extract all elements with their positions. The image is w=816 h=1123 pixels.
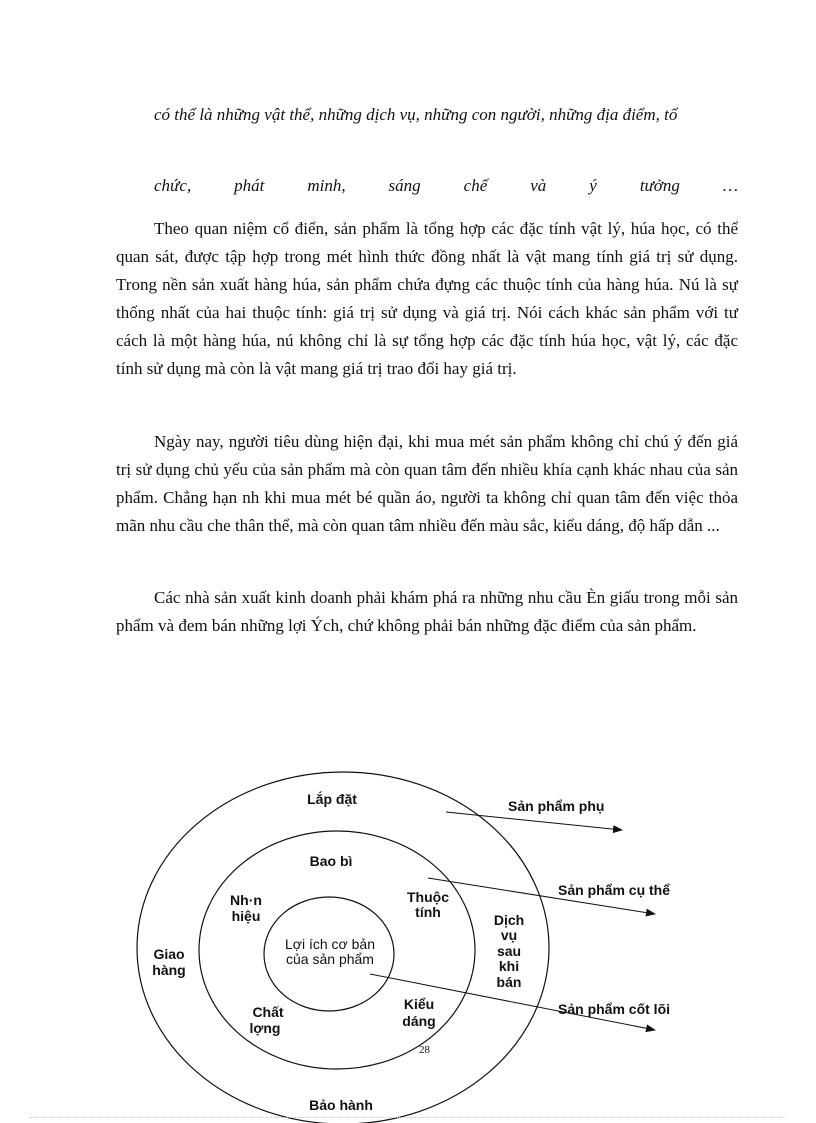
label-style-1: Kiểu bbox=[403, 996, 435, 1012]
paragraph-2: Theo quan niệm cổ điển, sản phẩm là tổng hợp các đặc tính vật lý, húa học, có thể quan sát, được tập hợp trong mét hình thức đồng nhất là vật mang tính giá trị sử dụng. Trong nền sản xuất hàng húa, sản phẩm chứa đựng các thuộc tính của hàng húa. Nú là sự thống nhất của hai thuộc tính: giá trị sử dụng và giá trị. Nói cách khác sản phẩm với tư cách là một hàng húa, nú không chỉ là sự tổng hợp các đặc tính húa học, vật lý, các đặc tính sử dụng mà còn là vật mang giá trị trao đổi hay giá trị. bbox=[116, 219, 738, 378]
label-attribute-2: tính bbox=[415, 904, 441, 920]
label-delivery-2: hàng bbox=[152, 962, 186, 978]
label-service-4: khi bbox=[498, 958, 520, 974]
page-number: 28 bbox=[419, 1044, 430, 1056]
label-installation: Lắp đặt bbox=[307, 791, 357, 807]
label-quality-1: Chất bbox=[252, 1004, 284, 1020]
label-quality-2: lợng bbox=[249, 1020, 281, 1036]
label-service-1: Dịch bbox=[493, 912, 525, 928]
label-brand-1: Nh·n bbox=[230, 892, 262, 908]
label-service-2: vụ bbox=[500, 927, 518, 943]
arrow-augmented bbox=[446, 812, 622, 830]
label-packaging: Bao bì bbox=[309, 853, 353, 869]
label-service-5: bán bbox=[496, 974, 522, 990]
label-attribute-1: Thuộc bbox=[407, 889, 449, 905]
label-warranty: Bảo hành bbox=[309, 1097, 373, 1113]
product-levels-diagram bbox=[0, 760, 816, 1123]
label-delivery-1: Giao bbox=[153, 946, 185, 962]
label-style-2: dáng bbox=[402, 1013, 436, 1029]
label-core-benefit-2: của sản phẩm bbox=[286, 951, 374, 967]
label-core-product: Sản phẩm cốt lõi bbox=[558, 1001, 671, 1017]
label-core-benefit-1: Lợi ích cơ bản bbox=[285, 936, 375, 952]
paragraph-1-line-1: có thể là những vật thể, những dịch vụ, những con người, những địa điểm, tổ bbox=[154, 105, 678, 124]
label-service-3: sau bbox=[496, 943, 522, 959]
label-actual-product: Sản phẩm cụ thể bbox=[558, 882, 671, 898]
label-augmented-product: Sản phẩm phụ bbox=[508, 798, 605, 814]
paragraph-4: Các nhà sản xuất kinh doanh phải khám phá ra những nhu cầu Èn giấu trong mỗi sản phẩm và đem bán những lợi Ých, chứ không phải bán những đặc điểm của sản phẩm. bbox=[116, 588, 738, 635]
paragraph-1-line-2: chức, phát minh, sáng chế và ý tưởng … bbox=[154, 176, 738, 195]
bottom-divider bbox=[30, 1117, 786, 1118]
label-brand-2: hiệu bbox=[231, 908, 261, 924]
paragraph-3: Ngày nay, người tiêu dùng hiện đại, khi mua mét sản phẩm không chỉ chú ý đến giá trị sử dụng chủ yếu của sản phẩm mà còn quan tâm đến nhiều khía cạnh khác nhau của sản phẩm. Chẳng hạn nh khi mua mét bé quần áo, người ta không chỉ quan tâm đến việc thỏa mãn nhu cầu che thân thể, mà còn quan tâm nhiều đến màu sắc, kiểu dáng, độ hấp dẫn ... bbox=[116, 432, 738, 535]
